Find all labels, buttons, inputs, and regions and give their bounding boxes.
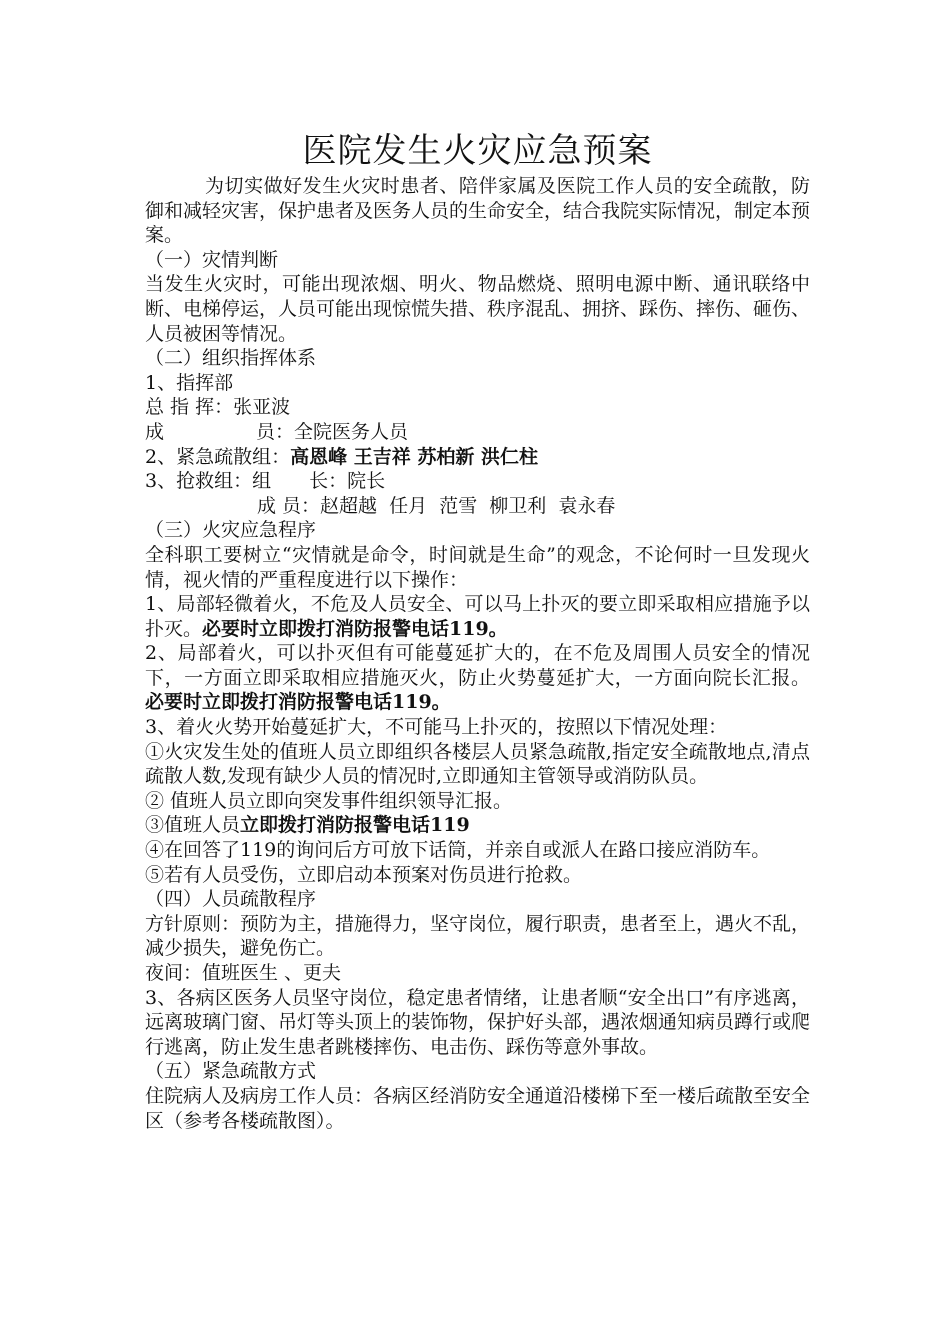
evacuation-group-line	[145, 445, 810, 470]
rescue-group-label: 3、抢救组：组	[145, 470, 272, 493]
step-5: ⑤若有人员受伤，立即启动本预案对伤员进行抢救。	[145, 863, 583, 886]
members-line	[145, 420, 810, 445]
members-value: 全院医务人员	[294, 420, 409, 443]
step-4: ④在回答了119的询问后方可放下话筒，并亲自或派人在路口接应消防车。	[145, 839, 771, 862]
step-1: ①火灾发生处的值班人员立即组织各楼层人员紧急疏散,指定安全疏散地点,清点疏散人数,发现有缺少人员的情况时,立即通知主管领导或消防队员。	[145, 740, 810, 788]
procedure-1-bold: 必要时立即拨打消防报警电话119。	[202, 617, 508, 640]
rescue-group-label-b: 长：	[309, 470, 348, 493]
step-3-bold: 立即拨打消防报警电话119	[240, 814, 470, 837]
section-5-heading: （五）紧急疏散方式	[145, 1060, 317, 1083]
procedure-1	[145, 592, 810, 641]
document-title: 医院发生火灾应急预案	[302, 131, 653, 171]
procedure-2	[145, 641, 810, 715]
commander-value: 张亚波	[233, 396, 291, 419]
intro-paragraph: 为切实做好发生火灾时患者、陪伴家属及医院工作人员的安全疏散，防御和减轻灾害，保护患者及医务人员的生命安全，结合我院实际情况，制定本预案。	[145, 175, 811, 247]
members-label-a: 成	[145, 420, 165, 443]
rescue-members-value: 赵超越 任月 范雪 柳卫利 袁永春	[320, 494, 616, 517]
procedure-3: 3、着火火势开始蔓延扩大，不可能马上扑灭的，按照以下情况处理：	[145, 716, 728, 739]
rescue-group-leader: 院长	[347, 470, 386, 493]
rescue-members-label: 成 员：	[257, 494, 321, 517]
commander-label: 总 指 挥：	[145, 396, 234, 419]
rescue-group-line	[145, 469, 810, 494]
command-center-item: 1、指挥部	[145, 371, 234, 394]
document-page	[145, 128, 810, 1133]
evacuation-group-members: 高恩峰 王吉祥 苏柏新 洪仁柱	[290, 445, 538, 468]
step-2: ② 值班人员立即向突发事件组织领导汇报。	[145, 789, 513, 812]
section-2-heading: （二）组织指挥体系	[145, 347, 317, 370]
rescue-members-line	[145, 494, 810, 519]
evacuation-group-label: 2、紧急疏散组：	[145, 445, 291, 468]
section-5-body: 住院病人及病房工作人员：各病区经消防安全通道沿楼梯下至一楼后疏散至安全区（参考各楼疏散图）。	[145, 1084, 811, 1132]
procedure-2-bold: 必要时立即拨打消防报警电话119。	[145, 691, 451, 714]
members-label-b: 员：	[256, 420, 295, 443]
commander-line	[145, 395, 810, 420]
procedure-2-text: 2、局部着火，可以扑灭但有可能蔓延扩大的，在不危及周围人员安全的情况下，一方面立即采取相应措施灭火，防止火势蔓延扩大，一方面向院长汇报。	[145, 642, 810, 689]
principle-paragraph: 方针原则：预防为主，措施得力，坚守岗位，履行职责，患者至上，遇火不乱，减少损失，避免伤亡。	[145, 912, 811, 960]
section-3-heading: （三）火灾应急程序	[145, 519, 317, 542]
section-1-body: 当发生火灾时，可能出现浓烟、明火、物品燃烧、照明电源中断、通讯联络中断、电梯停运，人员可能出现惊慌失措、秩序混乱、拥挤、踩伤、摔伤、砸伤、人员被困等情况。	[145, 273, 811, 345]
step-3-text: ③值班人员	[145, 814, 241, 837]
procedure-1-text: 1、局部轻微着火，不危及人员安全、可以马上扑灭的要立即采取相应措施予以扑灭。	[145, 593, 810, 640]
ward-evacuation-paragraph: 3、各病区医务人员坚守岗位，稳定患者情绪，让患者顺“安全出口”有序逃离，远离玻璃门窗、吊灯等头顶上的装饰物，保护好头部，遇浓烟通知病员蹲行或爬行逃离，防止发生患者跳楼摔伤、电击伤、踩伤等意外事故。	[145, 986, 811, 1058]
step-3	[145, 813, 810, 838]
section-1-heading: （一）灾情判断	[145, 248, 279, 271]
night-shift-line: 夜间：值班医生 、更夫	[145, 962, 342, 984]
section-4-heading: （四）人员疏散程序	[145, 888, 317, 911]
section-3-intro: 全科职工要树立“灾情就是命令，时间就是生命”的观念，不论何时一旦发现火情，视火情的严重程度进行以下操作：	[145, 543, 810, 591]
